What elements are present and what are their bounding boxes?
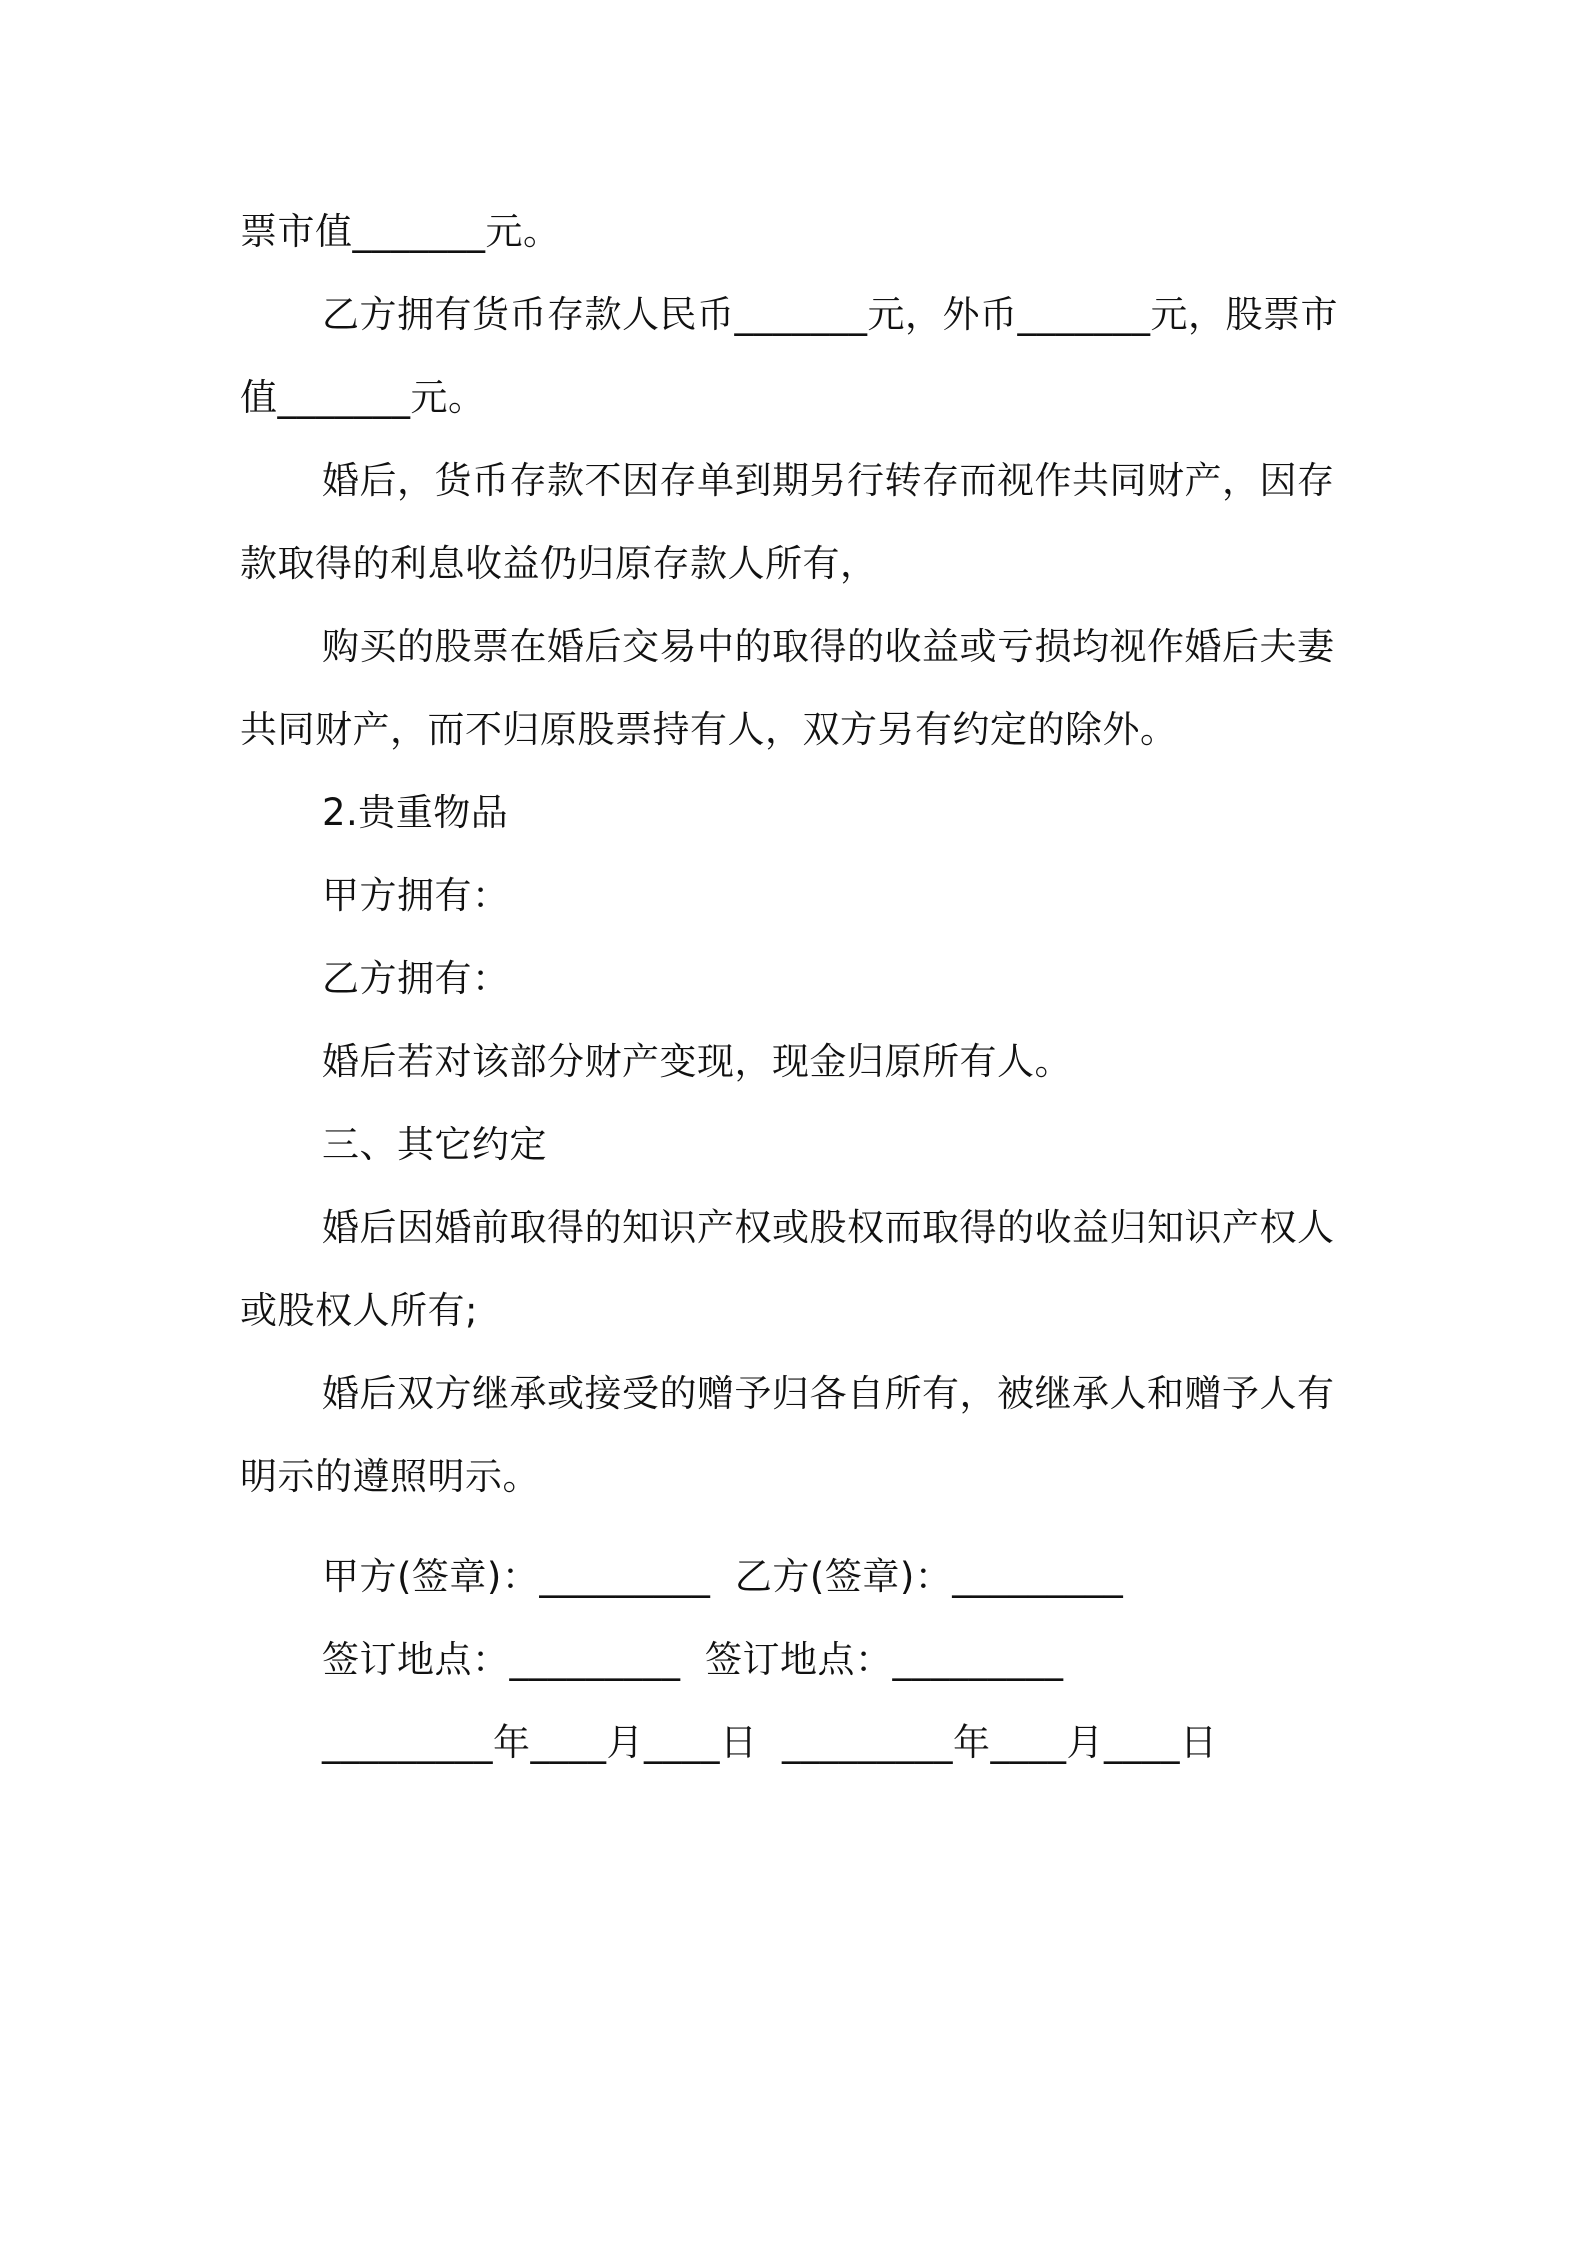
- paragraph-stock-value-continued: 票市值_______元。: [240, 210, 561, 253]
- paragraph-deposit-rule: 婚后，货币存款不因存单到期另行转存而视作共同财产，因存款取得的利息收益仍归原存款人所有，: [240, 459, 1335, 585]
- paragraph-ip-rule: 婚后因婚前取得的知识产权或股权而取得的收益归知识产权人或股权人所有;: [240, 1206, 1335, 1332]
- paragraph-party-b-deposits: 乙方拥有货币存款人民币_______元，外币_______元，股票市值_______元。: [240, 293, 1338, 419]
- paragraph-party-a-owns: 甲方拥有：: [322, 874, 510, 917]
- signature-row-seals: 甲方(签章)：_________ 乙方(签章)：_________: [322, 1555, 1124, 1598]
- section-heading-other-agreements: 三、其它约定: [322, 1123, 547, 1166]
- paragraph-inheritance-rule: 婚后双方继承或接受的赠予归各自所有，被继承人和赠予人有明示的遵照明示。: [240, 1372, 1335, 1498]
- paragraph-stock-rule: 购买的股票在婚后交易中的取得的收益或亏损均视作婚后夫妻共同财产，而不归原股票持有人，双方另有约定的除外。: [240, 625, 1335, 751]
- signature-row-places: 签订地点：_________ 签订地点：_________: [322, 1638, 1064, 1681]
- paragraph-cash-rule: 婚后若对该部分财产变现，现金归原所有人。: [322, 1040, 1072, 1083]
- section-heading-valuables: 2.贵重物品: [322, 791, 509, 834]
- paragraph-party-b-owns: 乙方拥有：: [322, 957, 510, 1000]
- signature-block: [322, 1535, 1422, 1784]
- signature-row-dates: _________年____月____日 _________年____月____日: [322, 1721, 1218, 1764]
- document-body: [240, 190, 1350, 1518]
